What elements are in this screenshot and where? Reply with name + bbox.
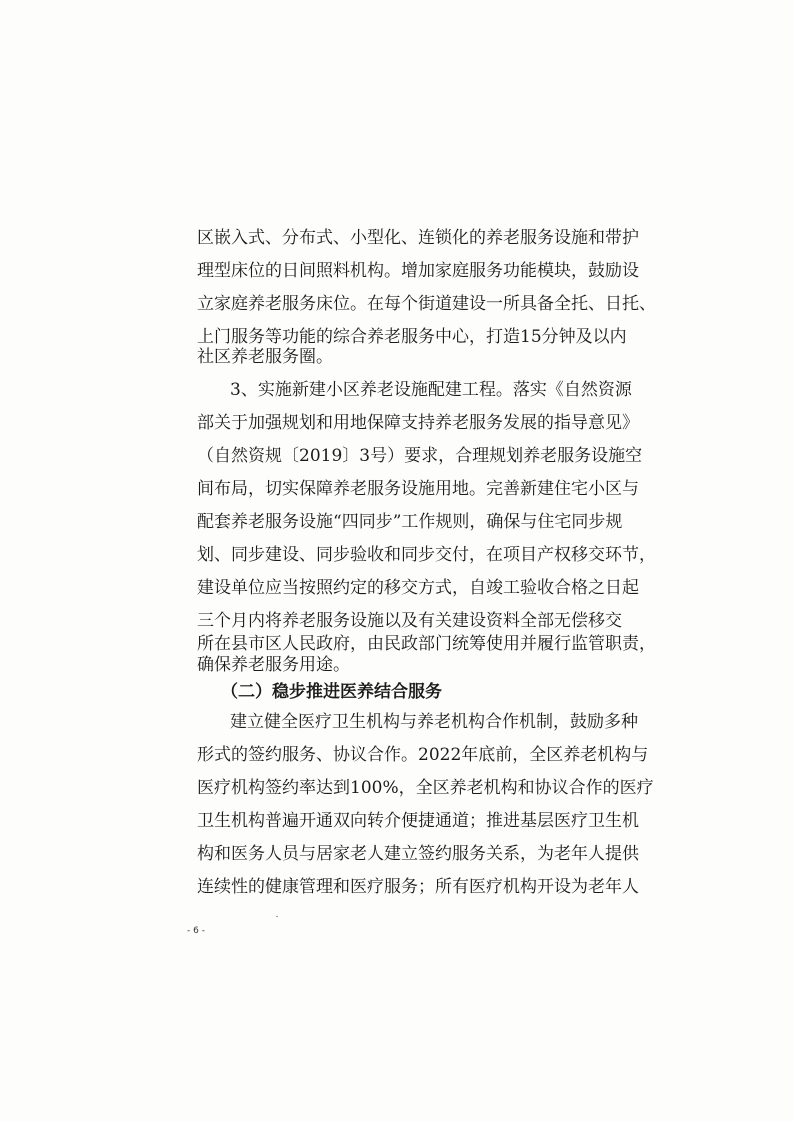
text-line: 建设单位应当按照约定的移交方式，自竣工验收合格之日起 — [197, 578, 639, 598]
text-line: 构和医务人员与居家老人建立签约服务关系，为老年人提供 — [197, 844, 639, 864]
text-line: 立家庭养老服务床位。在每个街道建设一所具备全托、日托、 — [197, 294, 656, 314]
text-line: 确保养老服务用途。 — [197, 655, 350, 675]
text-line: 形式的签约服务、协议合作。2022年底前，全区养老机构与 — [197, 745, 649, 765]
text-line: 理型床位的日间照料机构。增加家庭服务功能模块，鼓励设 — [197, 261, 639, 281]
text-line: 配套养老服务设施“四同步”工作规则，确保与住宅同步规 — [197, 512, 623, 532]
text-line: 上门服务等功能的综合养老服务中心，打造15分钟及以内 — [197, 327, 627, 347]
text-line: 连续性的健康管理和医疗服务；所有医疗机构开设为老年人 — [197, 877, 639, 897]
text-line: 建立健全医疗卫生机构与养老机构合作机制，鼓励多种 — [230, 712, 638, 732]
text-line: 医疗机构签约率达到100%，全区养老机构和协议合作的医疗 — [197, 778, 654, 798]
page-number: - 6 - — [187, 926, 205, 936]
text-line: 间布局，切实保障养老服务设施用地。完善新建住宅小区与 — [197, 479, 639, 499]
section-heading: （二）稳步推进医养结合服务 — [221, 682, 442, 702]
text-line: 划、同步建设、同步验收和同步交付，在项目产权移交环节， — [197, 545, 656, 565]
scan-speck — [276, 916, 278, 917]
text-line: 卫生机构普遍开通双向转介便捷通道；推进基层医疗卫生机 — [197, 811, 639, 831]
section-item-title: 3、实施新建小区养老设施配建工程。落实《自然资源 — [230, 380, 632, 400]
text-line: （自然资规〔2019〕3号）要求，合理规划养老服务设施空 — [197, 446, 643, 466]
text-line: 部关于加强规划和用地保障支持养老服务发展的指导意见》 — [197, 413, 639, 433]
text-line: 三个月内将养老服务设施以及有关建设资料全部无偿移交 — [197, 611, 622, 631]
text-line: 所在县市区人民政府，由民政部门统筹使用并履行监管职责， — [197, 634, 656, 654]
text-line: 区嵌入式、分布式、小型化、连锁化的养老服务设施和带护 — [197, 228, 639, 248]
text-line: 社区养老服务圈。 — [197, 347, 333, 367]
